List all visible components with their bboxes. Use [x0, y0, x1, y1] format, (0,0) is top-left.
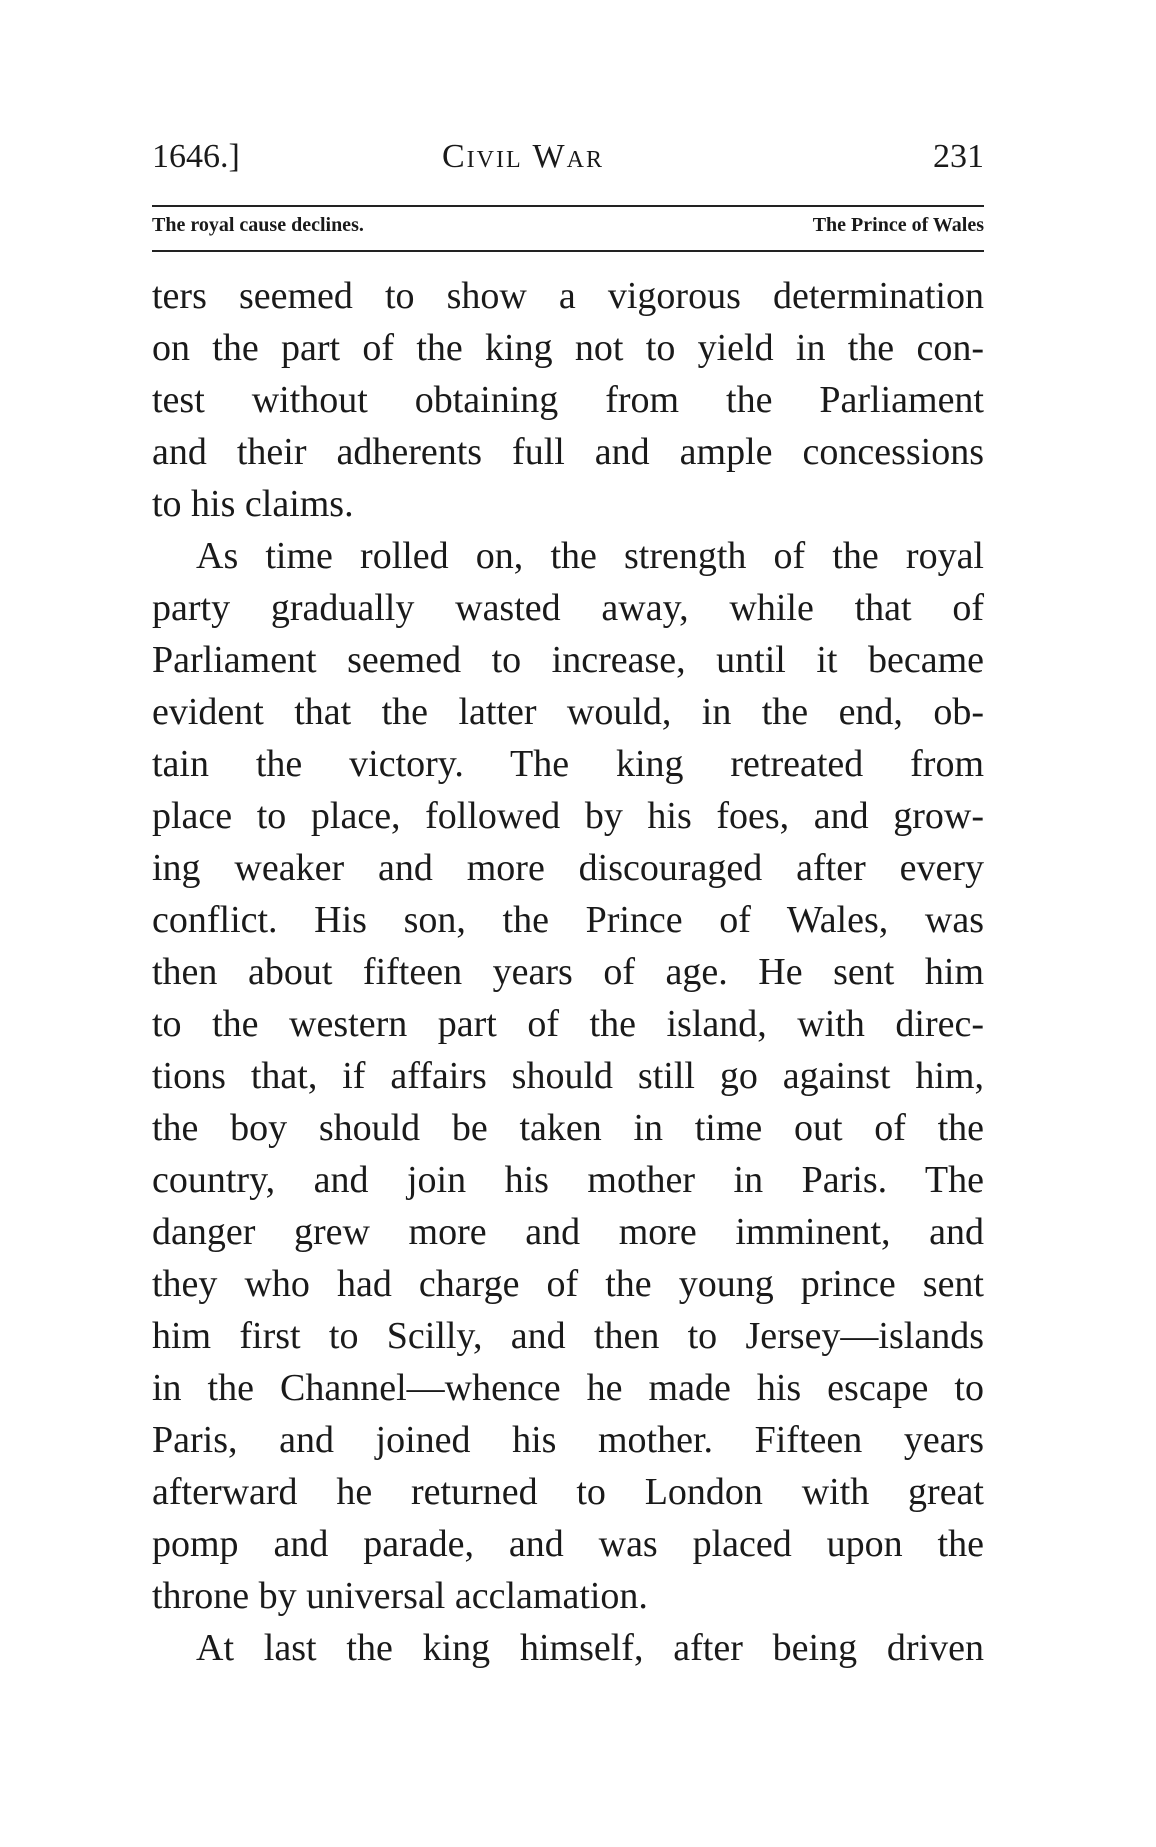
header-year: 1646.] [152, 138, 240, 175]
text-line: they who had charge of the young prince sent [152, 1263, 984, 1305]
text-line: Parliament seemed to increase, until it became [152, 639, 984, 681]
text-line: him first to Scilly, and then to Jersey—islands [152, 1315, 984, 1357]
text-line: ing weaker and more discouraged after every [152, 847, 984, 889]
text-line: As time rolled on, the strength of the royal [196, 535, 984, 577]
text-line: tain the victory. The king retreated from [152, 743, 984, 785]
body-text [152, 270, 984, 1674]
text-line: then about fifteen years of age. He sent him [152, 951, 984, 993]
text-line: in the Channel—whence he made his escape to [152, 1367, 984, 1409]
text-line: ters seemed to show a vigorous determination [152, 275, 984, 317]
header-rule-bottom [152, 250, 984, 252]
text-line: afterward he returned to London with great [152, 1471, 984, 1513]
text-line: test without obtaining from the Parliament [152, 379, 984, 421]
text-line: party gradually wasted away, while that of [152, 587, 984, 629]
text-line: to the western part of the island, with direc- [152, 1003, 984, 1045]
text-line: danger grew more and more imminent, and [152, 1211, 984, 1253]
text-line: and their adherents full and ample concessions [152, 431, 984, 473]
text-line: Paris, and joined his mother. Fifteen years [152, 1419, 984, 1461]
header-title: Civil War [442, 138, 604, 175]
text-line: country, and join his mother in Paris. The [152, 1159, 984, 1201]
marginal-subheads [152, 214, 984, 244]
text-line: the boy should be taken in time out of the [152, 1107, 984, 1149]
text-line: tions that, if affairs should still go against him, [152, 1055, 984, 1097]
text-line: evident that the latter would, in the end, ob- [152, 691, 984, 733]
page-number: 231 [933, 138, 984, 175]
running-head [152, 138, 984, 188]
text-line: At last the king himself, after being driven [196, 1627, 984, 1669]
text-line: on the part of the king not to yield in the con- [152, 327, 984, 369]
text-line: conflict. His son, the Prince of Wales, was [152, 899, 984, 941]
text-line: place to place, followed by his foes, and grow- [152, 795, 984, 837]
text-line: to his claims. [152, 483, 354, 525]
text-line: pomp and parade, and was placed upon the [152, 1523, 984, 1565]
text-line: throne by universal acclamation. [152, 1575, 648, 1617]
header-rule-top [152, 205, 984, 207]
subhead-right: The Prince of Wales [812, 214, 984, 236]
subhead-left: The royal cause declines. [152, 214, 364, 236]
